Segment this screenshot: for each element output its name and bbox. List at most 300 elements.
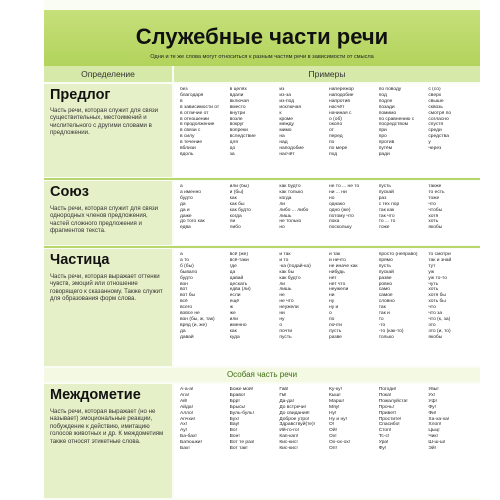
- example-word: насчёт: [279, 151, 295, 157]
- examples-columns: [180, 387, 478, 452]
- example-word: как будто: [279, 275, 301, 281]
- example-word: Ку-ку!: [329, 387, 342, 392]
- example-word: ж: [229, 305, 233, 311]
- example-word: тоже: [428, 195, 440, 201]
- example-word: под: [329, 151, 338, 157]
- example-word: вместо: [229, 104, 246, 110]
- example-word: так и знай: [428, 257, 452, 263]
- example-word: Кис-кис!: [279, 440, 298, 446]
- example-word: над: [279, 140, 288, 146]
- example-word: около: [329, 122, 343, 128]
- example-word: разве: [378, 275, 392, 281]
- example-word: так как: [378, 207, 395, 213]
- example-word: хоть: [428, 219, 439, 225]
- section-examples-predlog: [174, 84, 480, 177]
- example-word: к: [279, 110, 282, 116]
- section-divider: [44, 178, 480, 180]
- example-word: почти: [329, 322, 342, 328]
- example-word: путём: [378, 146, 393, 152]
- example-word: Ш-ш-ш!: [428, 440, 446, 446]
- example-word: почти: [279, 328, 293, 334]
- example-word: куда: [229, 334, 240, 340]
- section-definition-chastitsa: [44, 249, 172, 366]
- example-word: где: [229, 263, 237, 269]
- example-word: Тс-с!: [378, 434, 390, 440]
- example-word: Ой!: [329, 428, 337, 434]
- example-word: Айда!: [180, 404, 193, 410]
- example-word: неужели: [279, 305, 299, 311]
- example-word: тоже: [378, 225, 390, 231]
- example-word: Увы!: [428, 387, 439, 392]
- example-word: ли: [229, 219, 236, 225]
- examples-column: [428, 87, 478, 158]
- example-word: через: [428, 146, 442, 152]
- example-word: сквозь: [428, 104, 443, 110]
- section-examples-mezhdometie: [174, 384, 480, 498]
- example-word: Ах!: [180, 422, 188, 428]
- example-word: Спасибо!: [378, 422, 400, 428]
- examples-column: [230, 387, 280, 452]
- example-word: Ба-бах!: [180, 434, 197, 440]
- example-word: либо ... либо: [279, 207, 309, 213]
- example-word: в целях: [229, 87, 247, 92]
- example-word: это: [428, 322, 436, 328]
- example-word: Стоп!: [378, 428, 392, 434]
- example-word: у: [428, 140, 431, 146]
- example-word: разве: [329, 334, 342, 340]
- example-word: ни: [279, 311, 285, 317]
- example-word: ровно: [378, 281, 393, 287]
- example-word: внутри: [229, 110, 246, 116]
- example-word: и нечто: [329, 257, 346, 263]
- example-word: всё: [180, 299, 188, 305]
- example-word: позади: [378, 104, 395, 110]
- example-word: если: [229, 293, 241, 299]
- example-word: хотя бы: [428, 293, 446, 299]
- example-word: о: [279, 322, 283, 328]
- example-word: наподобие: [329, 92, 354, 98]
- example-word: как бы: [229, 201, 245, 207]
- example-word: не иначе как: [329, 263, 358, 269]
- example-word: благодаря: [180, 92, 204, 98]
- example-word: ли: [279, 281, 285, 287]
- example-word: -то: [378, 322, 386, 328]
- example-word: когда: [279, 195, 292, 201]
- example-word: да: [229, 269, 236, 275]
- example-word: Эй!: [428, 446, 436, 452]
- examples-column: [379, 387, 429, 452]
- example-word: с тех пор: [378, 201, 400, 207]
- example-word: до: [229, 146, 236, 152]
- example-word: вряд (и, же): [180, 322, 207, 328]
- example-word: словно: [378, 299, 395, 305]
- example-word: как будто: [229, 207, 251, 213]
- examples-columns: [180, 87, 478, 158]
- example-word: будто: [180, 275, 193, 281]
- section-description: Часть речи, которая служит для связи однородных членов предложения, частей сложного предложения и фрагментов текста.: [50, 205, 159, 235]
- example-word: нибудь: [329, 269, 345, 275]
- section-definition-mezhdometie: [44, 384, 172, 498]
- example-word: при: [378, 128, 387, 134]
- example-word: как только: [279, 189, 303, 195]
- example-word: давай: [229, 275, 244, 281]
- example-word: напротив: [329, 98, 350, 104]
- example-word: смотря по: [428, 110, 452, 116]
- example-word: вокруг: [229, 122, 244, 128]
- poster: [44, 0, 480, 500]
- example-word: неужели: [329, 287, 349, 293]
- example-word: однако: [329, 201, 345, 207]
- example-word: Фи!: [428, 410, 437, 416]
- example-word: без: [180, 87, 188, 92]
- example-word: вот бы: [180, 293, 196, 299]
- special-part-of-speech-label: Особая часть речи: [44, 368, 480, 382]
- example-word: само: [378, 287, 390, 293]
- example-word: А-а-а!: [180, 387, 194, 392]
- example-word: и так: [279, 252, 291, 257]
- examples-column: [279, 87, 329, 158]
- example-word: по: [329, 140, 335, 146]
- example-word: про: [378, 134, 387, 140]
- example-word: но: [279, 225, 285, 231]
- example-word: Привет!: [378, 410, 397, 416]
- example-word: о (об): [329, 116, 342, 122]
- example-word: якобы: [428, 225, 443, 231]
- example-word: включая: [229, 98, 249, 104]
- examples-column: [329, 387, 379, 452]
- example-word: Пожалуйста!: [378, 398, 408, 404]
- example-word: это (и, то): [428, 328, 451, 334]
- section-examples-chastitsa: [174, 249, 480, 366]
- example-word: среди: [428, 128, 442, 134]
- example-word: О!: [329, 422, 335, 428]
- example-word: то есть: [428, 189, 445, 195]
- example-word: Кис-кис!: [279, 446, 298, 452]
- example-word: Ох!: [329, 434, 337, 440]
- example-word: для: [229, 140, 239, 146]
- example-word: Погоди!: [378, 387, 397, 392]
- section-divider: [44, 246, 480, 248]
- examples-columns: [180, 184, 478, 231]
- example-word: из-под: [279, 98, 295, 104]
- example-word: Доброе утро!: [279, 416, 310, 422]
- example-word: Ий-го-го!: [279, 428, 299, 434]
- example-word: всё-таки: [229, 257, 249, 263]
- example-word: вон (бы, ж, так): [180, 316, 215, 322]
- example-word: пускай: [378, 189, 394, 195]
- example-word: Мяу!: [329, 404, 340, 410]
- example-word: так: [378, 305, 386, 311]
- example-word: нет что: [329, 281, 346, 287]
- example-word: ни: [329, 293, 335, 299]
- examples-column: [329, 184, 379, 231]
- example-word: Боже мой!: [229, 387, 254, 392]
- example-word: о: [329, 311, 332, 317]
- example-word: как: [229, 328, 237, 334]
- examples-column: [329, 87, 379, 158]
- example-word: насчёт: [329, 104, 345, 110]
- example-word: и (бы): [229, 189, 244, 195]
- example-word: Бах!: [180, 446, 190, 452]
- page-title: Служебные части речи: [135, 24, 389, 49]
- example-word: мимо: [279, 128, 292, 134]
- example-word: тут: [428, 263, 436, 269]
- example-word: лишь: [279, 287, 292, 293]
- example-word: наподобие: [279, 146, 304, 152]
- example-word: из-за: [279, 92, 291, 98]
- example-word: как: [229, 195, 237, 201]
- example-word: дескать: [229, 281, 248, 287]
- examples-column: [230, 184, 280, 231]
- example-word: свыше: [428, 98, 444, 104]
- example-word: Здравствуй(те)!: [279, 422, 316, 428]
- example-word: либо: [229, 225, 241, 231]
- example-word: лишь: [279, 213, 292, 219]
- example-word: Пока!: [378, 392, 392, 398]
- example-word: Хлоп!: [428, 422, 442, 428]
- example-word: пусть: [378, 184, 391, 189]
- example-word: средства: [428, 134, 449, 140]
- example-word: Гм!: [279, 392, 287, 398]
- example-word: Вот те раз!: [229, 440, 255, 446]
- examples-column: [379, 184, 429, 231]
- example-word: в продолжение: [180, 122, 215, 128]
- example-word: Марш!: [329, 398, 344, 404]
- example-word: или (бы): [229, 184, 249, 189]
- example-word: Вау!: [229, 422, 240, 428]
- example-word: даже: [180, 213, 192, 219]
- example-word: Ау!: [180, 428, 188, 434]
- example-word: вблизи: [180, 146, 196, 152]
- example-word: в отличие от: [180, 110, 209, 116]
- example-word: что: [428, 201, 436, 207]
- section-definition-predlog: [44, 84, 172, 177]
- section-description: Часть речи, которая выражает оттенки чувств, эмоций или отношение говорящего к сказанному. Также служит для образования форм слова.: [50, 273, 163, 303]
- example-word: напережор: [329, 87, 354, 92]
- example-word: сверх: [428, 92, 442, 98]
- page-subtitle: Одни и те же слова могут относиться к разным частям речи в зависимости от смысла: [150, 54, 374, 60]
- example-word: в связи с: [180, 128, 201, 134]
- example-word: До встречи!: [279, 404, 306, 410]
- example-word: ради: [378, 151, 390, 157]
- example-word: Апчхи!: [180, 416, 195, 422]
- title-band: [44, 10, 480, 66]
- example-word: Ага!: [180, 392, 190, 398]
- example-word: Буль-буль!: [229, 410, 254, 416]
- examples-columns: [180, 252, 478, 341]
- example-word: спустя: [428, 122, 444, 128]
- example-word: Уф!: [428, 398, 437, 404]
- example-word: также: [428, 184, 442, 189]
- example-word: Цыц!: [428, 428, 440, 434]
- example-word: Бух!: [229, 416, 240, 422]
- example-word: одно (же): [329, 207, 351, 213]
- example-word: Алло!: [180, 410, 194, 416]
- example-word: якобы: [428, 334, 443, 340]
- example-word: или: [229, 316, 238, 322]
- example-word: то смотри: [428, 252, 451, 257]
- examples-column: [329, 252, 379, 341]
- example-word: как будто: [279, 184, 301, 189]
- example-word: ли: [279, 201, 285, 207]
- example-word: -то (как-то): [378, 328, 404, 334]
- example-word: против: [378, 140, 395, 146]
- example-word: в течение: [180, 140, 203, 146]
- example-word: же: [229, 311, 236, 317]
- section-description: Часть речи, которая служит для связи существительных, местоимений и числительного с другими словами в предложении.: [50, 107, 159, 137]
- examples-column: [379, 252, 429, 341]
- example-word: исключая: [279, 104, 302, 110]
- section-definition-soyuz: [44, 181, 172, 245]
- example-word: вот: [180, 287, 188, 293]
- example-word: и то: [279, 257, 289, 263]
- example-word: пусть: [279, 334, 292, 340]
- example-word: за: [229, 151, 235, 157]
- example-word: бывало: [180, 269, 198, 275]
- example-word: Да-да!: [279, 398, 294, 404]
- example-word: Ха-ха-ха!: [428, 416, 450, 422]
- example-word: ну: [279, 316, 285, 322]
- example-word: так и: [378, 311, 390, 317]
- example-word: Гав!: [279, 387, 289, 392]
- example-word: так что: [378, 213, 395, 219]
- example-word: по: [329, 316, 335, 322]
- example-word: но: [329, 195, 335, 201]
- example-word: на: [279, 134, 285, 140]
- example-word: помимо: [378, 110, 397, 116]
- example-word: Во!: [229, 428, 238, 434]
- example-word: вовсе не: [180, 311, 200, 317]
- section-name: Предлог: [50, 87, 111, 103]
- example-word: просто (неправо): [378, 252, 418, 257]
- examples-column: [428, 184, 478, 231]
- example-word: Вот так!: [229, 446, 248, 452]
- section-name: Союз: [50, 184, 89, 200]
- example-word: Кыш!: [329, 392, 341, 398]
- example-word: Простите!: [378, 416, 402, 422]
- example-word: самое: [378, 293, 393, 299]
- example-word: уж то-то: [428, 275, 447, 281]
- example-word: Ох-ох-ох!: [329, 440, 351, 446]
- example-word: а именно: [180, 189, 202, 195]
- example-word: Ай!: [180, 398, 188, 404]
- example-word: не только: [279, 219, 302, 225]
- example-word: под: [378, 92, 387, 98]
- example-word: из: [279, 87, 285, 92]
- example-word: Ну!: [329, 410, 337, 416]
- examples-column: [180, 87, 230, 158]
- example-word: едва: [180, 225, 191, 231]
- example-word: именно: [229, 322, 247, 328]
- example-word: от: [329, 128, 334, 134]
- examples-column: [428, 387, 478, 452]
- example-word: прямо: [378, 257, 393, 263]
- example-word: посредством: [378, 122, 408, 128]
- examples-column: [230, 87, 280, 158]
- section-name: Междометие: [50, 387, 141, 403]
- example-word: раз: [378, 195, 387, 201]
- example-word: то: [378, 316, 384, 322]
- examples-column: [428, 252, 478, 341]
- example-word: не то ... не то: [329, 184, 360, 189]
- example-word: До свидания!: [279, 410, 310, 416]
- example-word: не: [279, 293, 285, 299]
- examples-column: [279, 184, 329, 231]
- examples-column: [230, 252, 280, 341]
- example-word: а: [180, 252, 183, 257]
- examples-column: [180, 184, 230, 231]
- example-word: а: [180, 184, 183, 189]
- example-word: ещё: [229, 299, 240, 305]
- example-word: когда: [229, 213, 242, 219]
- example-word: да: [180, 201, 186, 207]
- example-word: ну и: [329, 305, 339, 311]
- example-word: хотя: [428, 213, 439, 219]
- example-word: Кап-кап!: [279, 434, 299, 440]
- example-word: потому что: [329, 213, 354, 219]
- example-word: пусть: [378, 263, 391, 269]
- example-word: чтобы: [428, 207, 443, 213]
- example-word: вдали: [229, 92, 244, 98]
- example-word: по сравнению с: [378, 116, 415, 122]
- example-word: в зависимости от: [180, 104, 220, 110]
- example-word: в отношении: [180, 116, 210, 122]
- example-word: вдоль: [180, 151, 194, 157]
- example-word: Ура!: [378, 440, 389, 446]
- example-word: и так: [329, 252, 341, 257]
- example-word: Фу!: [378, 446, 387, 452]
- example-word: Брысь!: [229, 404, 246, 410]
- example-word: да и: [180, 207, 190, 213]
- example-word: не что: [279, 299, 294, 305]
- example-word: что: [428, 305, 436, 311]
- example-word: давай: [180, 334, 194, 340]
- example-word: всего: [180, 305, 193, 311]
- example-word: то ... то: [378, 219, 396, 225]
- example-word: Батюшки!: [180, 440, 202, 446]
- example-word: будто: [180, 195, 193, 201]
- section-description: Часть речи, которая выражает (но не называет) эмоциональные реакции, побуждение к действию, имитацию голосов животных и др. К междометиям также относят этикетные слова.: [50, 408, 164, 445]
- example-word: хоть: [428, 287, 439, 293]
- example-word: а то: [180, 257, 189, 263]
- example-word: уж: [428, 269, 435, 275]
- example-word: вследствие: [229, 134, 256, 140]
- example-word: Чик!: [428, 434, 438, 440]
- examples-column: [379, 87, 429, 158]
- example-word: по мере: [329, 146, 348, 152]
- example-word: Ух!: [428, 392, 436, 398]
- example-word: пускай: [378, 269, 394, 275]
- example-word: вон: [180, 281, 188, 287]
- definition-column-header: Определение: [44, 66, 172, 82]
- example-word: между: [279, 122, 294, 128]
- example-word: Ну и ну!: [329, 416, 347, 422]
- examples-column: [279, 387, 329, 452]
- example-word: вопреки: [229, 128, 248, 134]
- example-word: б (бы): [180, 263, 194, 269]
- example-word: с (со): [428, 87, 441, 92]
- example-word: возле: [229, 116, 243, 122]
- example-word: что за: [428, 311, 443, 317]
- example-word: нет: [329, 275, 337, 281]
- example-word: в силу: [180, 134, 195, 140]
- example-word: что (к, за): [428, 316, 451, 322]
- example-word: Фу!: [428, 404, 436, 410]
- example-word: поскольку: [329, 225, 352, 231]
- example-word: Оп!: [329, 446, 337, 452]
- example-word: пусть: [329, 328, 342, 334]
- example-word: Прочь!: [378, 404, 394, 410]
